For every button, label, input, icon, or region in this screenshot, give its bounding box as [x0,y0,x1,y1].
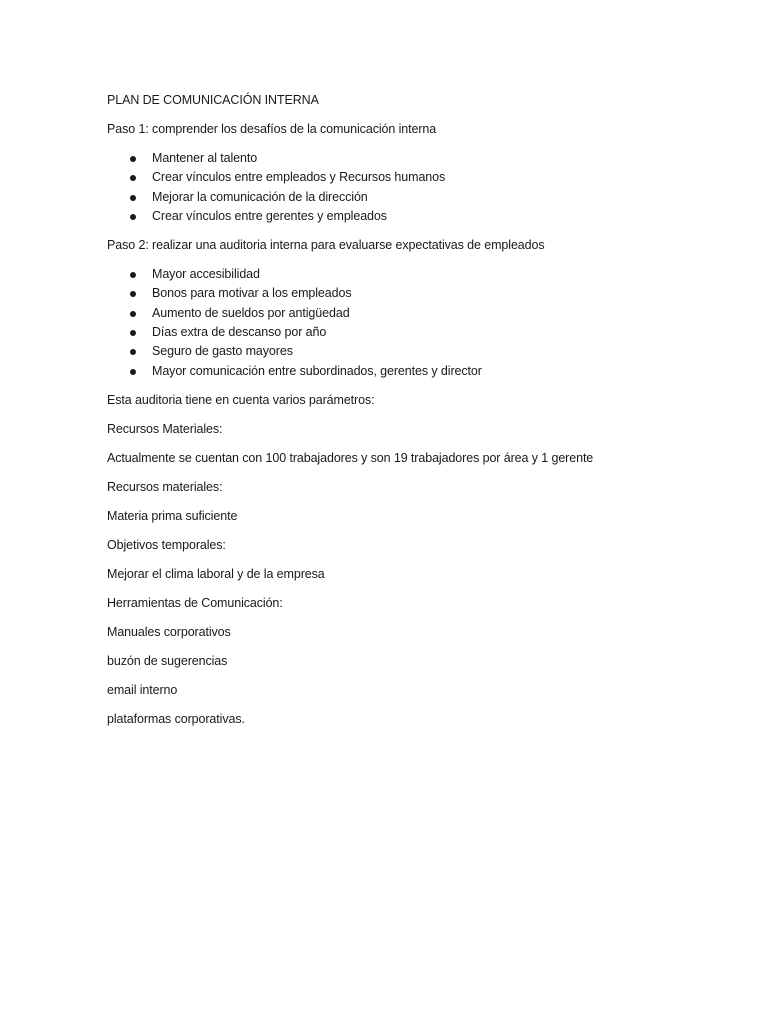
list-item: Crear vínculos entre empleados y Recursos humanos [107,168,727,187]
bullet-icon [130,349,136,355]
step1-list [107,149,727,226]
bullet-icon [130,330,136,336]
paragraph: Objetivos temporales: [107,537,226,552]
list-item: Mantener al talento [107,149,727,168]
document-title: PLAN DE COMUNICACIÓN INTERNA [107,93,319,107]
paragraph: Mejorar el clima laboral y de la empresa [107,566,325,581]
paragraph: Herramientas de Comunicación: [107,595,283,610]
step2-list [107,265,727,381]
paragraph: Recursos materiales: [107,479,223,494]
paragraph: plataformas corporativas. [107,711,245,726]
paragraph: Actualmente se cuentan con 100 trabajadores y son 19 trabajadores por área y 1 gerente [107,450,594,465]
paragraph: email interno [107,682,178,697]
bullet-icon [130,369,136,375]
list-item: Bonos para motivar a los empleados [107,284,727,303]
bullet-icon [130,195,136,201]
list-item: Mayor accesibilidad [107,265,727,284]
bullet-icon [130,175,136,181]
paragraph: Materia prima suficiente [107,508,238,523]
step1-heading: Paso 1: comprender los desafíos de la comunicación interna [107,122,437,136]
step2-heading: Paso 2: realizar una auditoria interna para evaluarse expectativas de empleados [107,238,545,253]
document-body [107,91,727,739]
bullet-icon [130,311,136,317]
paragraph: Esta auditoria tiene en cuenta varios parámetros: [107,392,375,407]
bullet-icon [130,291,136,297]
list-item: Aumento de sueldos por antigüedad [107,304,727,323]
list-item: Mayor comunicación entre subordinados, gerentes y director [107,362,727,381]
list-item: Seguro de gasto mayores [107,342,727,361]
bullet-icon [130,214,136,220]
paragraph: Manuales corporativos [107,624,231,639]
bullet-icon [130,156,136,162]
list-item: Crear vínculos entre gerentes y empleados [107,207,727,226]
list-item: Días extra de descanso por año [107,323,727,342]
list-item: Mejorar la comunicación de la dirección [107,188,727,207]
bullet-icon [130,272,136,278]
paragraph: Recursos Materiales: [107,421,223,436]
paragraph: buzón de sugerencias [107,653,228,668]
